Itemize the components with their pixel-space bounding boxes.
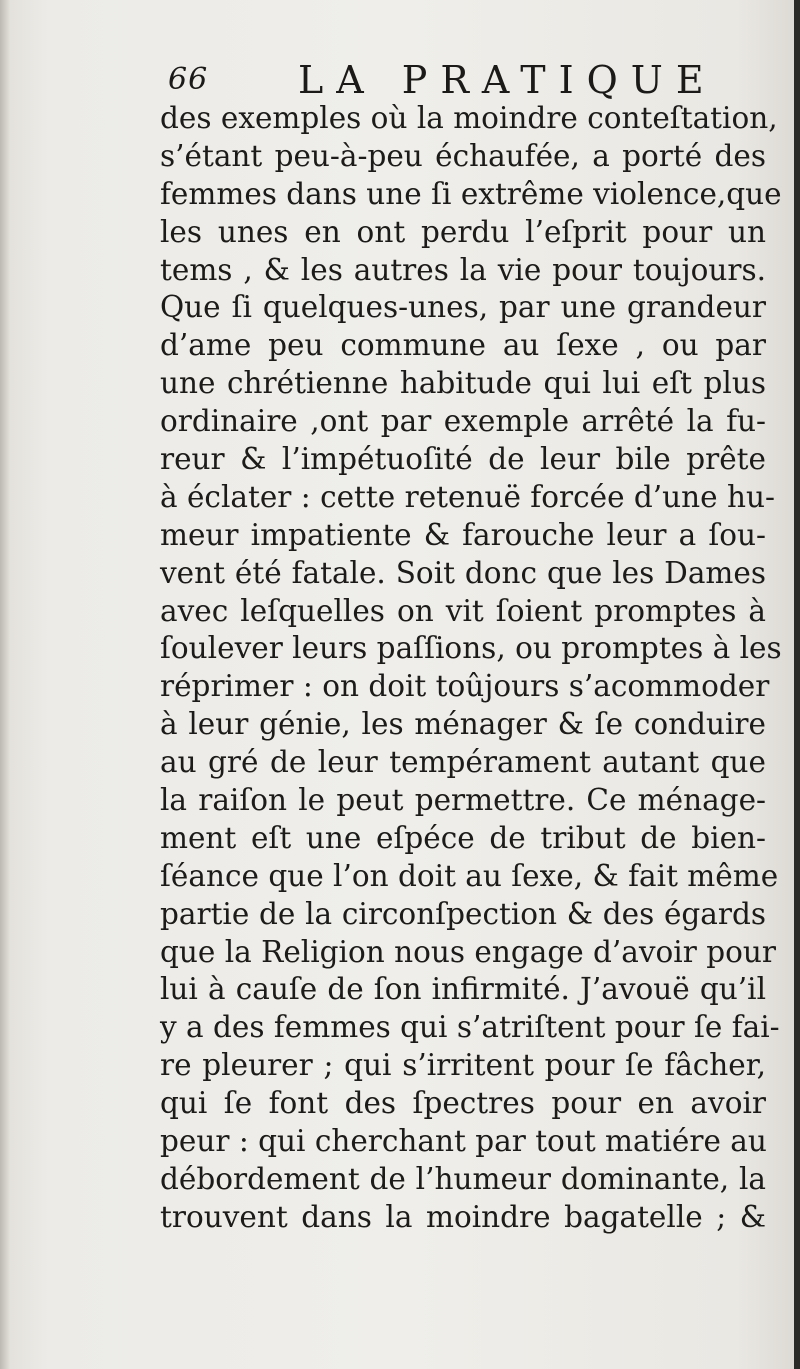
text-line: ordinaire ,ont par exemple arrêté la fu- bbox=[160, 404, 766, 439]
page-number: 66 bbox=[168, 62, 209, 97]
text-line: ſéance que l’on doit au ſexe, & fait même bbox=[160, 858, 779, 893]
text-line: Que ſi quelques-unes, par une grandeur bbox=[160, 290, 766, 325]
text-line: re pleurer ; qui s’irritent pour ſe fâcher, bbox=[160, 1048, 766, 1083]
text-line: les unes en ont perdu l’eſprit pour un bbox=[160, 214, 766, 249]
text-line: une chrétienne habitude qui lui eſt plus bbox=[160, 366, 766, 401]
text-line: vent été fatale. Soit donc que les Dames bbox=[160, 555, 766, 590]
text-line: à éclater : cette retenuë forcée d’une hu- bbox=[160, 479, 775, 514]
text-line: peur : qui cherchant par tout matiére au bbox=[160, 1124, 767, 1159]
text-line: débordement de l’humeur dominante, la bbox=[160, 1161, 766, 1196]
text-line: au gré de leur tempérament autant que bbox=[160, 745, 766, 780]
binding-shadow bbox=[0, 0, 10, 1369]
text-line: à leur génie, les ménager & ſe conduire bbox=[160, 707, 766, 742]
text-line: partie de la circonſpection & des égards bbox=[160, 896, 766, 931]
text-line: tems , & les autres la vie pour toujours. bbox=[160, 252, 766, 287]
text-line: reur & l’impétuoſité de leur bile prête bbox=[160, 442, 766, 477]
text-line: qui ſe font des ſpectres pour en avoir bbox=[160, 1086, 766, 1121]
text-line: s’étant peu-à-peu échaufée, a porté des bbox=[160, 138, 766, 173]
text-line: trouvent dans la moindre bagatelle ; & bbox=[160, 1199, 766, 1234]
text-line: d’ame peu commune au ſexe , ou par bbox=[160, 328, 766, 363]
text-line: que la Religion nous engage d’avoir pour bbox=[160, 934, 776, 969]
text-line: avec leſquelles on vit ſoient promptes à bbox=[160, 593, 766, 628]
text-line: ſoulever leurs paſſions, ou promptes à les bbox=[160, 631, 782, 666]
text-line: y a des femmes qui s’atriſtent pour ſe fai- bbox=[160, 1010, 780, 1045]
text-line: meur impatiente & farouche leur a ſou- bbox=[160, 517, 766, 552]
text-line: des exemples où la moindre conteſtation, bbox=[160, 101, 778, 135]
text-line: réprimer : on doit toûjours s’acommoder bbox=[160, 669, 770, 704]
text-line: femmes dans une ſi extrême violence,que bbox=[160, 176, 782, 211]
body-text bbox=[160, 100, 782, 1237]
text-line: ment eſt une eſpéce de tribut de bien- bbox=[160, 820, 766, 855]
page-edge bbox=[794, 0, 800, 1369]
text-line: lui à cauſe de ſon infirmité. J’avouë qu’il bbox=[160, 972, 766, 1007]
running-title: LA PRATIQUE bbox=[298, 58, 717, 102]
running-header bbox=[168, 58, 768, 102]
text-line: la raiſon le peut permettre. Ce ménage- bbox=[160, 783, 766, 818]
